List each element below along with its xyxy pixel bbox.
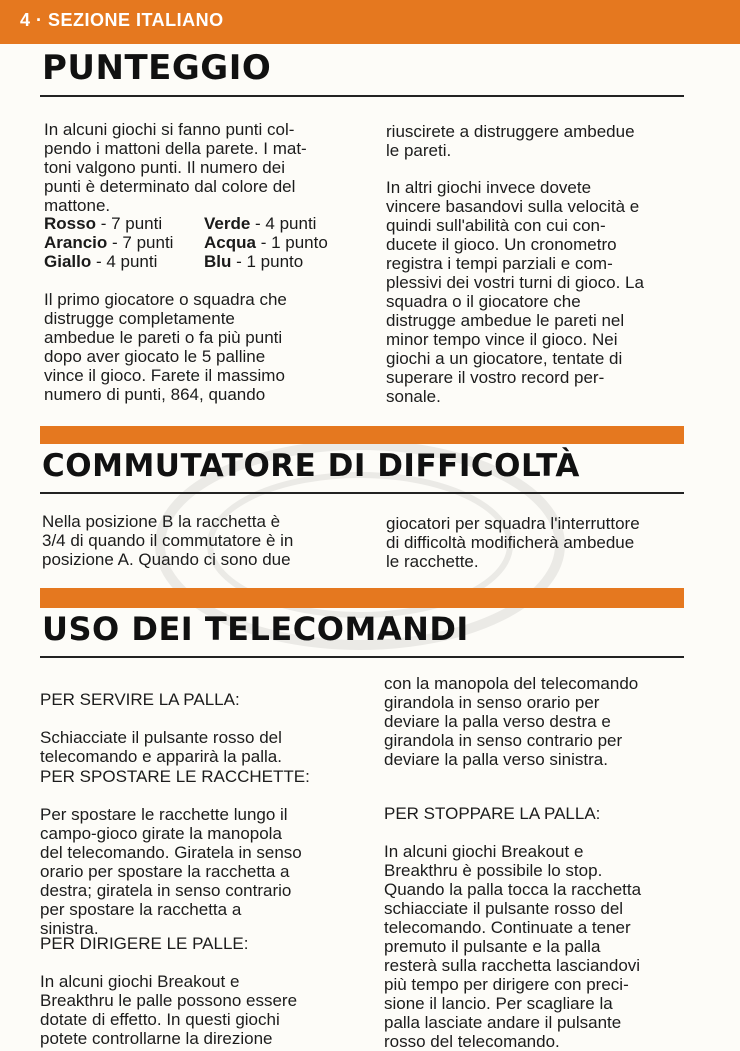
- color-entry: Acqua - 1 punto: [204, 233, 328, 252]
- servire-body: Schiacciate il pulsante rosso del telecomando e apparirà la palla.: [40, 728, 282, 766]
- orange-band: [40, 588, 684, 608]
- orange-band: [40, 426, 684, 444]
- color-entry: Rosso - 7 punti: [44, 214, 163, 233]
- color-row: [44, 233, 364, 252]
- page-header-label: 4 · SEZIONE ITALIANO: [20, 10, 224, 30]
- subheading-dirigere: PER DIRIGERE LE PALLE:: [40, 934, 249, 953]
- commutatore-right-text: giocatori per squadra l'interruttore di difficoltà modificherà ambedue le racchette.: [386, 514, 640, 571]
- commutatore-left-text: Nella posizione B la racchetta è 3/4 di quando il commutatore è in posizione A. Quando ci sono due: [42, 512, 294, 569]
- color-row: [44, 252, 364, 271]
- dirigere-continuation-text: con la manopola del telecomando girandola in senso orario per deviare la palla verso destra e girandola in senso contrario per deviare la palla verso sinistra.: [384, 674, 639, 769]
- subheading-spostare: PER SPOSTARE LE RACCHETTE:: [40, 767, 310, 786]
- dirigere-palle-block: [40, 915, 360, 1048]
- punteggio-right-paragraph-1: riuscirete a distruggere ambedue le pareti.: [386, 122, 635, 160]
- color-points-table: [44, 214, 364, 271]
- section-title-commutatore: COMMUTATORE DI DIFFICOLTÀ: [42, 448, 580, 484]
- spostare-body: Per spostare le racchette lungo il campo-gioco girate la manopola del telecomando. Giratela in senso orario per spostare la racchetta a destra; giratela in senso contrario per spostare la racchetta a sinistra.: [40, 805, 302, 938]
- divider-rule: [40, 492, 684, 494]
- subheading-stoppare: PER STOPPARE LA PALLA:: [384, 804, 601, 823]
- color-entry: Arancio - 7 punti: [44, 233, 174, 252]
- section-title-telecomandi: USO DEI TELECOMANDI: [42, 610, 469, 648]
- section-title-punteggio: PUNTEGGIO: [42, 48, 272, 88]
- stoppare-palla-block: [384, 785, 704, 1051]
- divider-rule: [40, 95, 684, 97]
- stoppare-body: In alcuni giochi Breakout e Breakthru è possibile lo stop. Quando la palla tocca la racchetta schiacciate il pulsante rosso del telecomando. Continuate a tener premuto il pulsante e la palla resterà sulla racchetta lasciandovi più tempo per dirigere con preci- sione il lancio. Per scagliare la palla lasciate andare il pulsante rosso del telecomando.: [384, 842, 642, 1051]
- color-entry: Giallo - 4 punti: [44, 252, 158, 271]
- color-entry: Blu - 1 punto: [204, 252, 304, 271]
- punteggio-right-paragraph-2: In altri giochi invece dovete vincere basandovi sulla velocità e quindi sull'abilità con cui con- ducete il gioco. Un cronometro registra i tempi parziali e com- plessivi dei vostri turni di gioco. La squadra o il giocatore che distrugge ambedue le pareti nel minor tempo vince il gioco. Nei giochi a un giocatore, tentate di superare il vostro record per- sonale.: [386, 178, 644, 406]
- divider-rule: [40, 656, 684, 658]
- punteggio-intro-text: In alcuni giochi si fanno punti col- pendo i mattoni della parete. I mat- toni valgono punti. Il numero dei punti è determinato dal colore del mattone.: [44, 120, 307, 215]
- subheading-servire: PER SERVIRE LA PALLA:: [40, 690, 240, 709]
- color-row: [44, 214, 364, 233]
- punteggio-rules-text: Il primo giocatore o squadra che distrugge completamente ambedue le pareti o fa più punti dopo aver giocato le 5 palline vince il gioco. Farete il massimo numero di punti, 864, quando: [44, 290, 287, 404]
- dirigere-body: In alcuni giochi Breakout e Breakthru le palle possono essere dotate di effetto. In questi giochi potete controllarne la direzione: [40, 972, 298, 1048]
- color-entry: Verde - 4 punti: [204, 214, 317, 233]
- spostare-racchette-block: [40, 748, 360, 938]
